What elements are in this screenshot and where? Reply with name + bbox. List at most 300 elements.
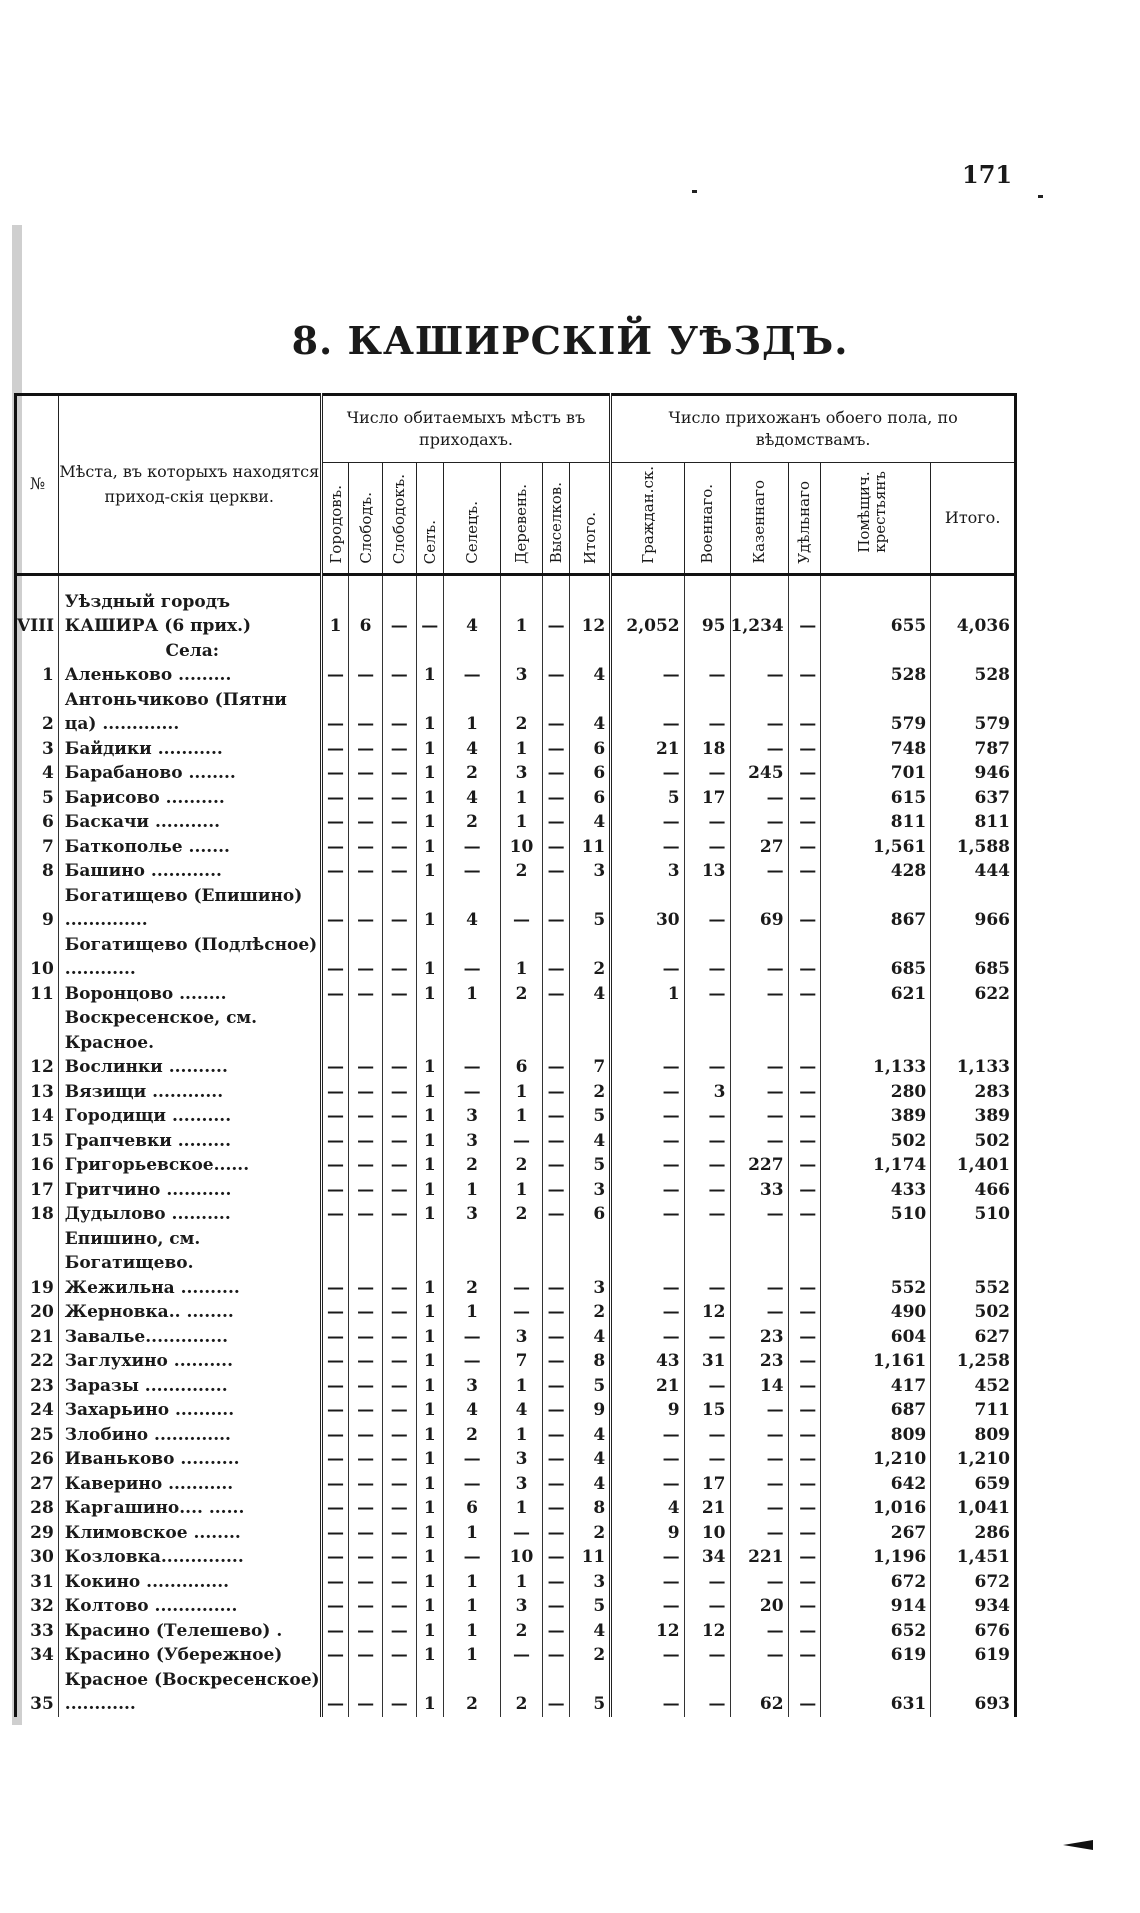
cell-value: 13 [684,859,730,884]
cell-value: — [788,1104,821,1129]
cell-value: 2 [444,810,501,835]
cell-value: 604 [821,1325,931,1350]
cell-value: 1,258 [931,1349,1016,1374]
cell-value: 787 [931,737,1016,762]
cell-value: — [730,1423,788,1448]
cell-value: — [382,1643,416,1668]
cell-value: 5 [611,786,684,811]
cell-value: — [349,1055,383,1080]
cell-value: — [730,1447,788,1472]
cell-value: 490 [821,1300,931,1325]
cell-value: — [382,1374,416,1399]
place-name: Злобино ............. [58,1423,321,1448]
cell-value: 95 [684,574,730,639]
cell-value: 1 [416,1153,444,1178]
cell-value: — [321,1080,349,1105]
cell-value: 5 [570,1374,611,1399]
cell-value: 17 [684,786,730,811]
cell-value: — [321,884,349,933]
place-name: Воскресенское, см. Красное. [58,1006,321,1055]
cell-value: — [321,1202,349,1227]
cell-value: — [382,1545,416,1570]
scan-mark-arrow [1063,1840,1093,1850]
place-name: Кокино .............. [58,1570,321,1595]
place-name: Жежильна .......... [58,1276,321,1301]
cell-value: — [542,982,570,1007]
cell-value: 10 [684,1521,730,1546]
table-row [16,1521,1016,1546]
cell-value: — [444,1325,501,1350]
table-row [16,737,1016,762]
cell-value: 1 [501,574,543,639]
place-name: Вязищи ............ [58,1080,321,1105]
cell-value: 3 [501,761,543,786]
cell-value: — [444,1080,501,1105]
cell-value: — [321,1374,349,1399]
cell-value: — [611,1447,684,1472]
cell-value: — [501,1643,543,1668]
cell-value: — [730,1619,788,1644]
cell-value: — [349,859,383,884]
cell-value [611,1227,684,1276]
table-row [16,1668,1016,1717]
cell-value: — [349,1349,383,1374]
cell-value: 444 [931,859,1016,884]
row-number [16,639,59,664]
cell-value: 946 [931,761,1016,786]
place-name: Городищи .......... [58,1104,321,1129]
cell-value: 1 [416,1374,444,1399]
cell-value: — [730,982,788,1007]
cell-value: — [321,982,349,1007]
cell-value: 1 [416,1570,444,1595]
cell-value: 701 [821,761,931,786]
cell-value [821,1227,931,1276]
cell-value: 1 [416,1300,444,1325]
cell-value: 1 [501,1496,543,1521]
table-row [16,1472,1016,1497]
cell-value [382,1227,416,1276]
cell-value: 1 [321,574,349,639]
cell-value: 1 [416,810,444,835]
cell-value: 2 [501,1202,543,1227]
cell-value: — [730,1300,788,1325]
cell-value: — [382,761,416,786]
cell-value: 1 [416,786,444,811]
header-col-slobodki: Слободокъ. [390,473,409,564]
cell-value: — [788,737,821,762]
cell-value: 685 [821,933,931,982]
cell-value: 637 [931,786,1016,811]
cell-value: — [382,982,416,1007]
cell-value: 1,133 [821,1055,931,1080]
cell-value: — [611,1080,684,1105]
cell-value: 428 [821,859,931,884]
row-number: 16 [30,1155,54,1176]
cell-value: 622 [931,982,1016,1007]
cell-value [684,639,730,664]
place-name: Каверино ........... [58,1472,321,1497]
cell-value: — [684,1153,730,1178]
row-number: 5 [41,787,54,808]
cell-value: — [321,1178,349,1203]
cell-value: 2 [444,1423,501,1448]
cell-value: 4 [570,663,611,688]
row-number: 15 [30,1130,54,1151]
cell-value: — [611,810,684,835]
cell-value: 687 [821,1398,931,1423]
cell-value: — [349,737,383,762]
cell-value: — [321,1496,349,1521]
cell-value: 7 [501,1349,543,1374]
cell-value: — [349,982,383,1007]
cell-value: 5 [570,1668,611,1717]
place-name: Красино (Убережное) [58,1643,321,1668]
cell-value [349,1227,383,1276]
cell-value: — [684,1325,730,1350]
cell-value: 1 [416,1521,444,1546]
cell-value: 528 [821,663,931,688]
cell-value: 966 [931,884,1016,933]
cell-value [730,1006,788,1055]
row-number: 9 [41,910,54,931]
table-row [16,884,1016,933]
cell-value: 21 [684,1496,730,1521]
place-name: Дудылово .......... [58,1202,321,1227]
cell-value: 6 [570,737,611,762]
cell-value: 502 [931,1129,1016,1154]
cell-value: — [730,663,788,688]
cell-value: — [611,761,684,786]
cell-value: — [684,1643,730,1668]
cell-value: 10 [501,1545,543,1570]
cell-value: 1 [501,1374,543,1399]
cell-value: 1 [416,1276,444,1301]
cell-value: — [684,884,730,933]
cell-value: — [788,663,821,688]
cell-value [821,639,931,664]
cell-value: 1,561 [821,835,931,860]
header-col-appanage: Удѣльнаго [795,481,814,564]
cell-value: — [444,663,501,688]
cell-value: 621 [821,982,931,1007]
cell-value: — [542,1472,570,1497]
cell-value: — [542,1643,570,1668]
cell-value: — [542,1349,570,1374]
table-row [16,1423,1016,1448]
cell-value: — [382,1398,416,1423]
cell-value: — [788,1423,821,1448]
cell-value: — [349,1643,383,1668]
table-row [16,1643,1016,1668]
place-name: Антоньчиково (Пятни ца) ............. [58,688,321,737]
cell-value: 27 [730,835,788,860]
cell-value [611,1006,684,1055]
cell-value: 1 [416,761,444,786]
cell-value: — [542,1153,570,1178]
cell-value: — [788,1202,821,1227]
cell-value: 1 [501,933,543,982]
place-name: Села: [58,639,321,664]
cell-value: 1 [444,1178,501,1203]
cell-value: 17 [684,1472,730,1497]
cell-value: 11 [570,1545,611,1570]
cell-value: 3 [501,1594,543,1619]
cell-value: — [730,1129,788,1154]
cell-value: 579 [821,688,931,737]
cell-value: — [542,1570,570,1595]
cell-value [730,1227,788,1276]
cell-value: 12 [684,1619,730,1644]
cell-value: 3 [444,1104,501,1129]
cell-value: 1 [444,1521,501,1546]
cell-value: — [382,1276,416,1301]
row-number: 26 [30,1449,54,1470]
cell-value: 9 [611,1521,684,1546]
cell-value: — [684,835,730,860]
cell-value: 552 [821,1276,931,1301]
cell-value: 4 [444,786,501,811]
cell-value: — [542,1178,570,1203]
cell-value: 69 [730,884,788,933]
cell-value: — [382,1619,416,1644]
table-body [16,574,1016,1717]
table-row [16,1349,1016,1374]
cell-value: — [382,1570,416,1595]
table-row [16,933,1016,982]
table-row [16,574,1016,639]
cell-value: — [542,1055,570,1080]
table-row [16,1398,1016,1423]
header-places: Мѣста, въ которыхъ находятся приход-скія церкви. [58,395,321,575]
cell-value: 18 [684,737,730,762]
header-col-derevni: Деревень. [512,483,531,564]
cell-value: 2 [501,688,543,737]
cell-value [788,639,821,664]
row-number: 27 [30,1473,54,1494]
cell-value: 1 [501,1423,543,1448]
table-row [16,1447,1016,1472]
cell-value: — [321,1349,349,1374]
cell-value: — [382,884,416,933]
cell-value: — [684,688,730,737]
cell-value: 655 [821,574,931,639]
cell-value: 1,210 [821,1447,931,1472]
cell-value: 4 [570,688,611,737]
cell-value: — [349,1080,383,1105]
cell-value: — [382,859,416,884]
cell-value: 280 [821,1080,931,1105]
cell-value: 1 [416,835,444,860]
table-row [16,810,1016,835]
cell-value: — [542,859,570,884]
cell-value: 3 [444,1202,501,1227]
place-name: Григорьевское...... [58,1153,321,1178]
cell-value: — [321,1423,349,1448]
cell-value: 2 [444,761,501,786]
cell-value: — [684,1104,730,1129]
cell-value: — [788,1619,821,1644]
place-name: Богатищево (Подлѣсное) ............ [58,933,321,982]
cell-value: 2 [570,1643,611,1668]
row-number: 30 [30,1547,54,1568]
row-number [16,1227,59,1276]
cell-value: — [542,1521,570,1546]
cell-value: 227 [730,1153,788,1178]
cell-value: — [542,933,570,982]
cell-value: 552 [931,1276,1016,1301]
cell-value [501,1227,543,1276]
cell-value: 3 [570,859,611,884]
cell-value: — [542,1129,570,1154]
cell-value: — [382,1594,416,1619]
cell-value: — [611,933,684,982]
cell-value: — [684,1570,730,1595]
cell-value: — [542,688,570,737]
cell-value: — [730,1570,788,1595]
cell-value: 12 [684,1300,730,1325]
scan-speck [1038,195,1043,198]
header-col-civil: Граждан.ск. [638,466,657,564]
row-number: 35 [30,1694,54,1715]
cell-value: — [349,1104,383,1129]
cell-value: — [321,810,349,835]
cell-value: 1 [416,1325,444,1350]
cell-value: 1 [416,1202,444,1227]
cell-value: — [611,1276,684,1301]
cell-value: 23 [730,1349,788,1374]
header-col-state: Казеннаго [750,480,769,564]
cell-value: — [542,1104,570,1129]
cell-value: — [349,1300,383,1325]
table-row [16,663,1016,688]
table-row [16,1594,1016,1619]
cell-value: 4 [444,574,501,639]
table-row [16,1104,1016,1129]
place-name: Колтово .............. [58,1594,321,1619]
table-row [16,859,1016,884]
cell-value [501,639,543,664]
cell-value: — [542,663,570,688]
cell-value: — [382,786,416,811]
place-name: Воронцово ........ [58,982,321,1007]
place-name: Аленьково ......... [58,663,321,688]
cell-value: 267 [821,1521,931,1546]
cell-value: — [542,1398,570,1423]
cell-value: 809 [931,1423,1016,1448]
header-group-parish: Число прихожанъ обоего пола, по вѣдомствамъ. [611,395,1016,463]
scan-speck [692,190,697,193]
cell-value: 809 [821,1423,931,1448]
cell-value: — [730,1202,788,1227]
cell-value: — [611,1545,684,1570]
cell-value: — [321,761,349,786]
cell-value: 1 [416,688,444,737]
cell-value: 245 [730,761,788,786]
cell-value: — [542,1374,570,1399]
cell-value: — [684,1276,730,1301]
cell-value: — [684,663,730,688]
cell-value: 4 [570,1447,611,1472]
cell-value: — [382,1325,416,1350]
cell-value: — [349,761,383,786]
cell-value: — [321,1398,349,1423]
cell-value [444,1227,501,1276]
cell-value: — [382,1202,416,1227]
cell-value: 1 [501,1104,543,1129]
cell-value [542,1006,570,1055]
cell-value: 9 [611,1398,684,1423]
cell-value: — [611,1129,684,1154]
cell-value: — [321,663,349,688]
cell-value: — [349,786,383,811]
cell-value: — [788,1178,821,1203]
header-col-military: Военнаго. [698,484,717,564]
cell-value: 5 [570,1594,611,1619]
table-row [16,1129,1016,1154]
cell-value: 11 [570,835,611,860]
cell-value: 20 [730,1594,788,1619]
header-col-towns: Городовъ. [326,485,345,564]
cell-value: — [321,1668,349,1717]
cell-value [382,639,416,664]
cell-value [931,639,1016,664]
cell-value: — [321,737,349,762]
cell-value: — [349,1178,383,1203]
row-number: 12 [30,1057,54,1078]
table-row [16,1006,1016,1055]
cell-value: — [349,688,383,737]
cell-value [416,1227,444,1276]
cell-value: — [382,1447,416,1472]
place-name: Байдики ........... [58,737,321,762]
cell-value: — [501,1276,543,1301]
cell-value: — [730,1643,788,1668]
cell-value: 1 [416,1619,444,1644]
cell-value: — [788,1080,821,1105]
cell-value: 2 [570,1080,611,1105]
cell-value: — [611,1668,684,1717]
cell-value: 3 [684,1080,730,1105]
cell-value [349,639,383,664]
cell-value: 1,210 [931,1447,1016,1472]
cell-value: — [321,1153,349,1178]
cell-value: — [444,835,501,860]
place-name: Красное (Воскресенское) ............ [58,1668,321,1717]
cell-value: 15 [684,1398,730,1423]
cell-value: 914 [821,1594,931,1619]
row-number: VIII [17,616,55,637]
cell-value: — [730,1276,788,1301]
cell-value: — [444,1055,501,1080]
cell-value: — [788,1055,821,1080]
cell-value: — [382,688,416,737]
row-number: 7 [41,836,54,857]
cell-value: — [788,1496,821,1521]
cell-value: — [542,1447,570,1472]
cell-value: — [684,1668,730,1717]
table-row [16,982,1016,1007]
cell-value: 502 [931,1300,1016,1325]
cell-value: — [349,1325,383,1350]
header-col-landlord: Помѣщич. крестьянъ [854,471,889,553]
cell-value: — [321,1325,349,1350]
row-number: 17 [30,1179,54,1200]
cell-value: 676 [931,1619,1016,1644]
cell-value: — [611,1202,684,1227]
cell-value: — [382,1104,416,1129]
cell-value: — [611,1055,684,1080]
